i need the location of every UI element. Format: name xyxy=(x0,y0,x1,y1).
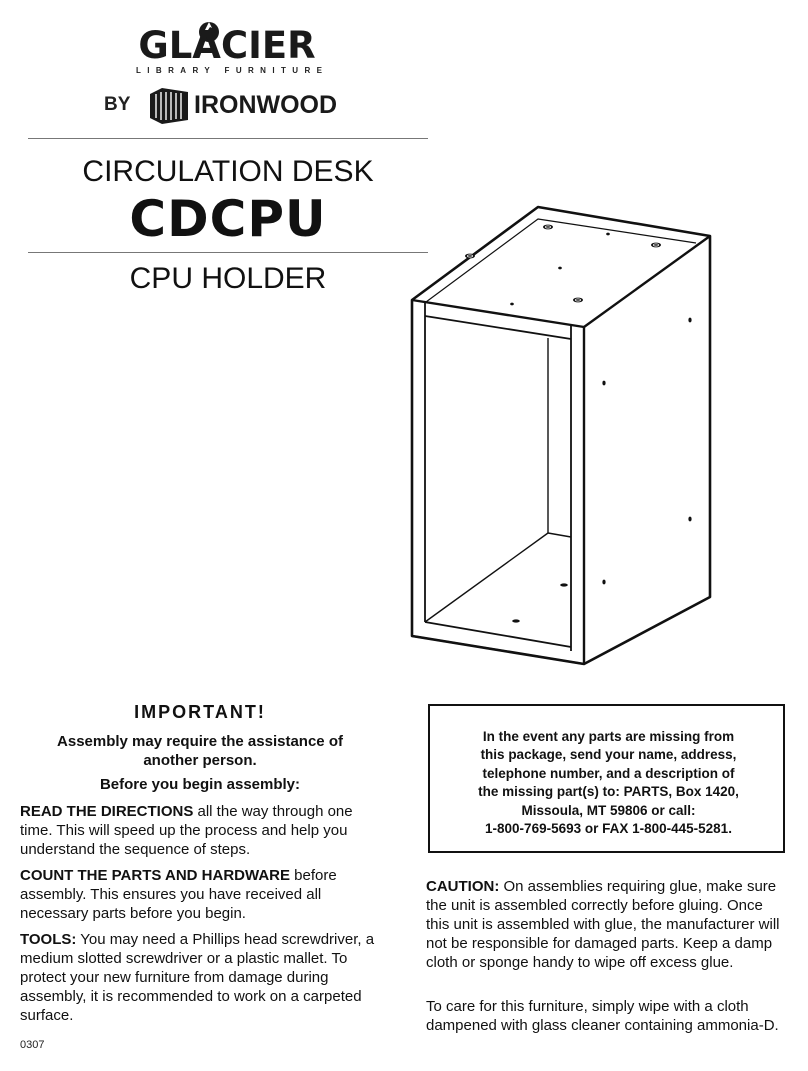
document-code: 0307 xyxy=(20,1039,45,1051)
missing-parts-line: this package, send your name, address, xyxy=(480,747,737,763)
missing-parts-line: In the event any parts are missing from xyxy=(482,729,735,744)
count-parts-text: before assembly. This ensures you have received all necessary parts before you begin. xyxy=(20,867,337,922)
read-directions-text: all the way through one time. This will speed up the process and help you understand the sequence of steps. xyxy=(20,803,353,858)
divider-top xyxy=(28,138,428,139)
missing-parts-text xyxy=(450,728,767,838)
glacier-logo xyxy=(132,22,329,80)
ironwood-logo-icon xyxy=(148,86,190,126)
important-heading: IMPORTANT! xyxy=(134,702,266,722)
cpu-holder-illustration xyxy=(400,200,730,680)
tools-paragraph xyxy=(20,930,385,1025)
read-directions-lead: READ THE DIRECTIONS xyxy=(20,803,194,820)
tools-lead: TOOLS: xyxy=(20,931,77,948)
caution-lead: CAUTION: xyxy=(426,878,500,895)
care-instructions: To care for this furniture, simply wipe with a cloth dampened with glass cleaner containing ammonia-D. xyxy=(426,998,779,1034)
caution-text: On assemblies requiring glue, make sure the unit is assembled correctly before gluing. Once this unit is assembled with glue, the manufacturer will not be responsible for damaged parts. Keep a damp cloth or sponge handy to wipe off excess glue. xyxy=(426,878,780,971)
missing-parts-line: Missoula, MT 59806 or call: xyxy=(521,802,696,818)
divider-bottom xyxy=(28,252,428,253)
count-parts-lead: COUNT THE PARTS AND HARDWARE xyxy=(20,867,290,884)
missing-parts-line: the missing part(s) to: PARTS, Box 1420, xyxy=(478,784,739,800)
read-directions-paragraph xyxy=(20,802,385,859)
missing-parts-line: telephone number, and a description of xyxy=(482,765,735,781)
product-name: CPU HOLDER xyxy=(129,262,327,295)
document-subtitle: CIRCULATION DESK xyxy=(82,155,374,188)
tools-text: You may need a Phillips head screwdriver, a medium slotted screwdriver or a plastic mallet. To protect your new furniture from damage during assembly, it is recommended to work on a carpeted surface. xyxy=(20,931,375,1024)
missing-parts-line: 1-800-769-5693 or FAX 1-800-445-5281. xyxy=(485,821,732,837)
missing-parts-box xyxy=(428,704,785,853)
brand-name: GLACIER xyxy=(138,24,316,67)
caution-paragraph xyxy=(426,877,786,972)
count-parts-paragraph xyxy=(20,866,385,923)
before-assembly-heading: Before you begin assembly: xyxy=(99,776,301,793)
model-number: CDCPU xyxy=(129,190,327,248)
by-label: BY xyxy=(104,94,131,115)
assistance-note: Assembly may require the assistance of another person. xyxy=(57,733,343,769)
brand-subtitle: LIBRARY FURNITURE xyxy=(136,66,329,75)
maker-name: IRONWOOD xyxy=(194,91,338,119)
